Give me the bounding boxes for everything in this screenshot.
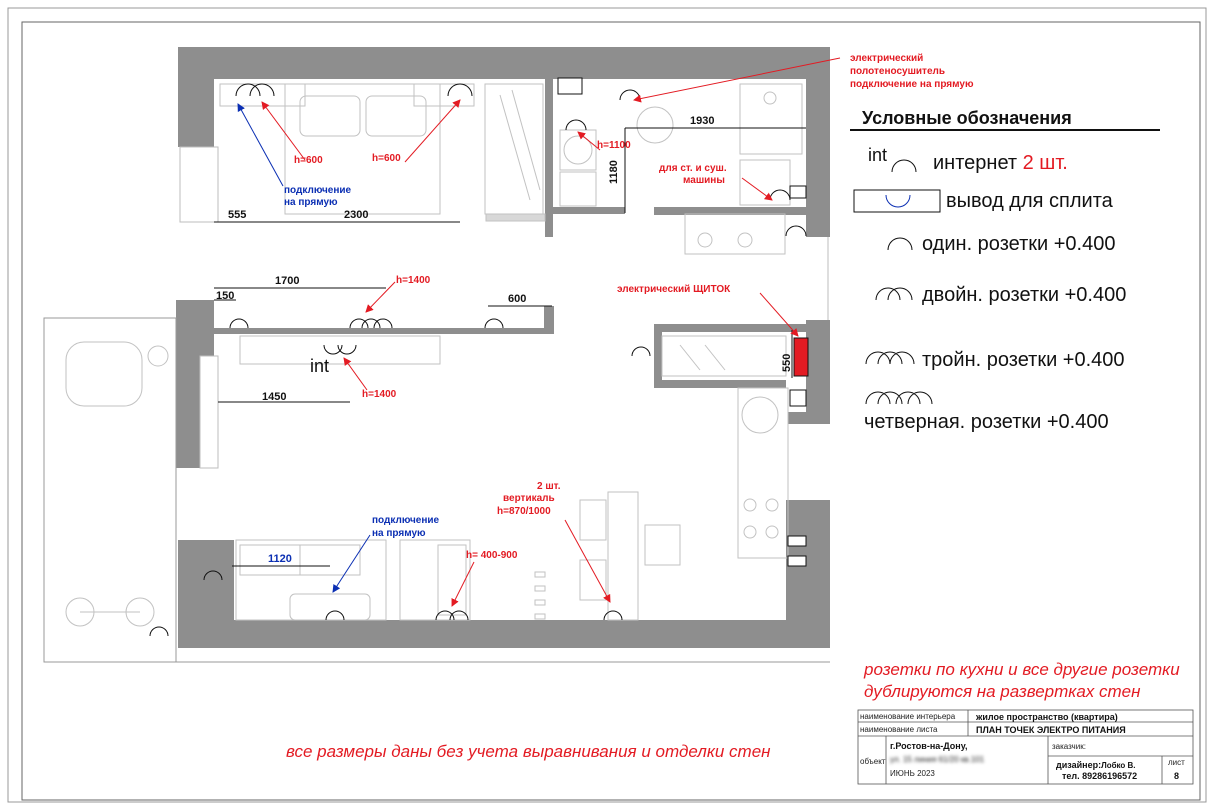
tb-address: ул. 15 линия 61/20 кв.101 <box>890 755 985 764</box>
tb-list-number: 8 <box>1174 771 1180 781</box>
windows <box>180 147 828 468</box>
towel-label-1: электрический <box>850 53 924 64</box>
panel-label: электрический ЩИТОК <box>617 284 731 295</box>
tb-city: г.Ростов-на-Дону, <box>890 741 968 751</box>
tb-list-label: лист <box>1168 758 1185 767</box>
direct-label-1a: подключение <box>284 185 352 196</box>
split-icon <box>854 190 940 212</box>
kitchen-note-2: дублируются на развертках стен <box>864 682 1141 701</box>
legend-double: двойн. розетки +0.400 <box>922 284 1127 306</box>
tb-phone: тел. 89286196572 <box>1062 771 1138 781</box>
legend-single: один. розетки +0.400 <box>922 233 1116 255</box>
towel-label-3: подключение на прямую <box>850 79 974 90</box>
dim-1450: 1450 <box>262 391 287 403</box>
dim-555: 555 <box>228 209 247 221</box>
vertical-label-2: вертикаль <box>503 493 555 504</box>
single-socket-icon <box>888 238 912 250</box>
electrical-panel <box>794 338 808 376</box>
dim-550: 550 <box>781 353 793 372</box>
direct-label-2a: подключение <box>372 515 440 526</box>
int-label: int <box>310 356 330 376</box>
h600-label-a: h=600 <box>294 155 323 166</box>
tb-designer: дизайнер:Лобко В. <box>1056 760 1136 770</box>
tb-object-label: объект <box>860 757 886 766</box>
legend-int-prefix: int <box>868 145 888 165</box>
dim-1930: 1930 <box>690 115 715 127</box>
direct-label-1b: на прямую <box>284 197 338 208</box>
towel-label-2: полотеносушитель <box>850 66 946 77</box>
internet-socket-icon <box>892 160 916 172</box>
balcony-outline <box>44 318 176 662</box>
vertical-label-3: h=870/1000 <box>497 506 551 517</box>
wall-outlets <box>558 78 806 566</box>
legend-internet: интернет 2 шт. <box>933 152 1068 174</box>
washer-label-1: для ст. и суш. <box>659 163 727 174</box>
dim-2300: 2300 <box>344 209 369 221</box>
legend <box>850 108 1160 433</box>
tb-date: ИЮНЬ 2023 <box>890 769 935 778</box>
tb-sheet-value: ПЛАН ТОЧЕК ЭЛЕКТРО ПИТАНИЯ <box>976 725 1126 735</box>
dim-1120: 1120 <box>268 553 292 565</box>
dim-600: 600 <box>508 293 527 305</box>
tb-interior-label: наименование интерьера <box>860 712 956 721</box>
dim-1180: 1180 <box>608 160 620 184</box>
direct-label-2b: на прямую <box>372 528 426 539</box>
h1100-label: h=1100 <box>597 140 631 151</box>
dimensions-note: все размеры даны без учета выравнивания и отделки стен <box>286 742 771 761</box>
vertical-label-1: 2 шт. <box>537 481 561 492</box>
h1400-label-a: h=1400 <box>396 275 431 286</box>
dim-150: 150 <box>216 290 235 302</box>
washer-label-2: машины <box>683 175 725 186</box>
legend-quad: четверная. розетки +0.400 <box>864 411 1109 433</box>
legend-triple: тройн. розетки +0.400 <box>922 349 1125 371</box>
triple-socket-icon <box>866 352 914 364</box>
tb-client-label: заказчик: <box>1052 742 1086 751</box>
quad-socket-icon <box>866 392 932 404</box>
tb-sheet-label: наименование листа <box>860 725 938 734</box>
dim-1700: 1700 <box>275 275 300 287</box>
legend-split: вывод для сплита <box>946 190 1113 212</box>
double-socket-icon <box>876 288 912 300</box>
legend-title: Условные обозначения <box>862 108 1072 128</box>
h400-900-label: h= 400-900 <box>466 550 518 561</box>
h1400-label-b: h=1400 <box>362 389 397 400</box>
kitchen-note-1: розетки по кухни и все другие розетки <box>864 660 1180 679</box>
h600-label-b: h=600 <box>372 153 401 164</box>
tb-interior-value: жилое пространство (квартира) <box>976 712 1118 722</box>
